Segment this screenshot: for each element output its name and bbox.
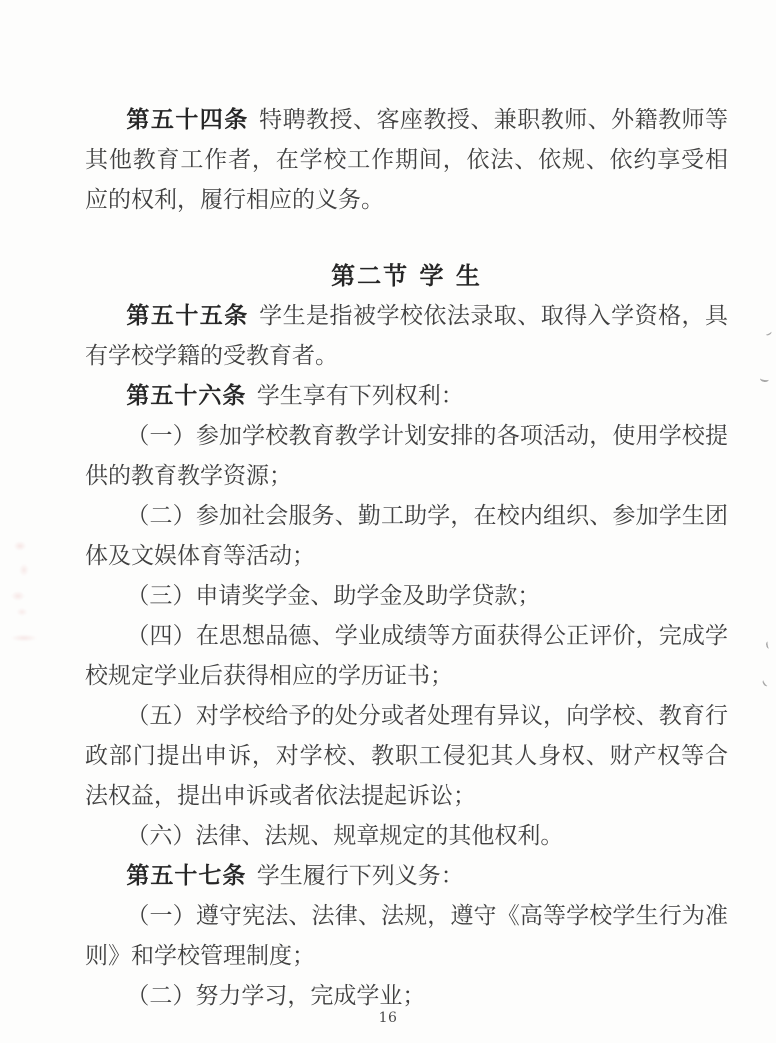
- article-57-paragraph: [85, 856, 728, 896]
- article-54-text: 特聘教授、客座教授、兼职教师、外籍教师等其他教育工作者，在学校工作期间，依法、依规、依约享受相应的权利，履行相应的义务。: [85, 107, 729, 213]
- article-56-item-6: （六）法律、法规、规章规定的其他权利。: [126, 823, 564, 849]
- article-54-paragraph: [85, 100, 728, 220]
- article-56-item-3: （三）申请奖学金、助学金及助学贷款；: [126, 583, 541, 609]
- article-56-item-4: （四）在思想品德、学业成绩等方面获得公正评价，完成学校规定学业后获得相应的学历证书；: [85, 623, 728, 689]
- article-55-text: 学生是指被学校依法录取、取得入学资格，具有学校学籍的受教育者。: [85, 303, 729, 369]
- article-55-paragraph: [85, 296, 728, 376]
- article-56-item-2: （二）参加社会服务、勤工助学，在校内组织、参加学生团体及文娱体育等活动；: [85, 503, 728, 569]
- article-56-text: 学生享有下列权利：: [256, 383, 464, 409]
- article-56-number-label: 第五十六条: [126, 382, 247, 409]
- article-57-item-1: （一）遵守宪法、法律、法规，遵守《高等学校学生行为准则》和学校管理制度；: [85, 903, 728, 969]
- article-56-paragraph: [85, 376, 728, 416]
- section-heading: 第二节 学 生: [331, 261, 482, 290]
- article-57-number-label: 第五十七条: [126, 862, 247, 889]
- article-57-item-2: （二）努力学习，完成学业；: [126, 983, 426, 1009]
- article-57-text: 学生履行下列义务：: [256, 863, 464, 889]
- article-55-number-label: 第五十五条: [126, 302, 249, 329]
- page-number: 16: [378, 1010, 398, 1026]
- article-56-item-1: （一）参加学校教育教学计划安排的各项活动，使用学校提供的教育教学资源；: [85, 423, 728, 489]
- article-56-item-5: （五）对学校给予的处分或者处理有异议，向学校、教育行政部门提出申诉，对学校、教职工侵犯其人身权、财产权等合法权益，提出申诉或者依法提起诉讼；: [85, 703, 728, 809]
- article-54-number-label: 第五十四条: [126, 106, 249, 133]
